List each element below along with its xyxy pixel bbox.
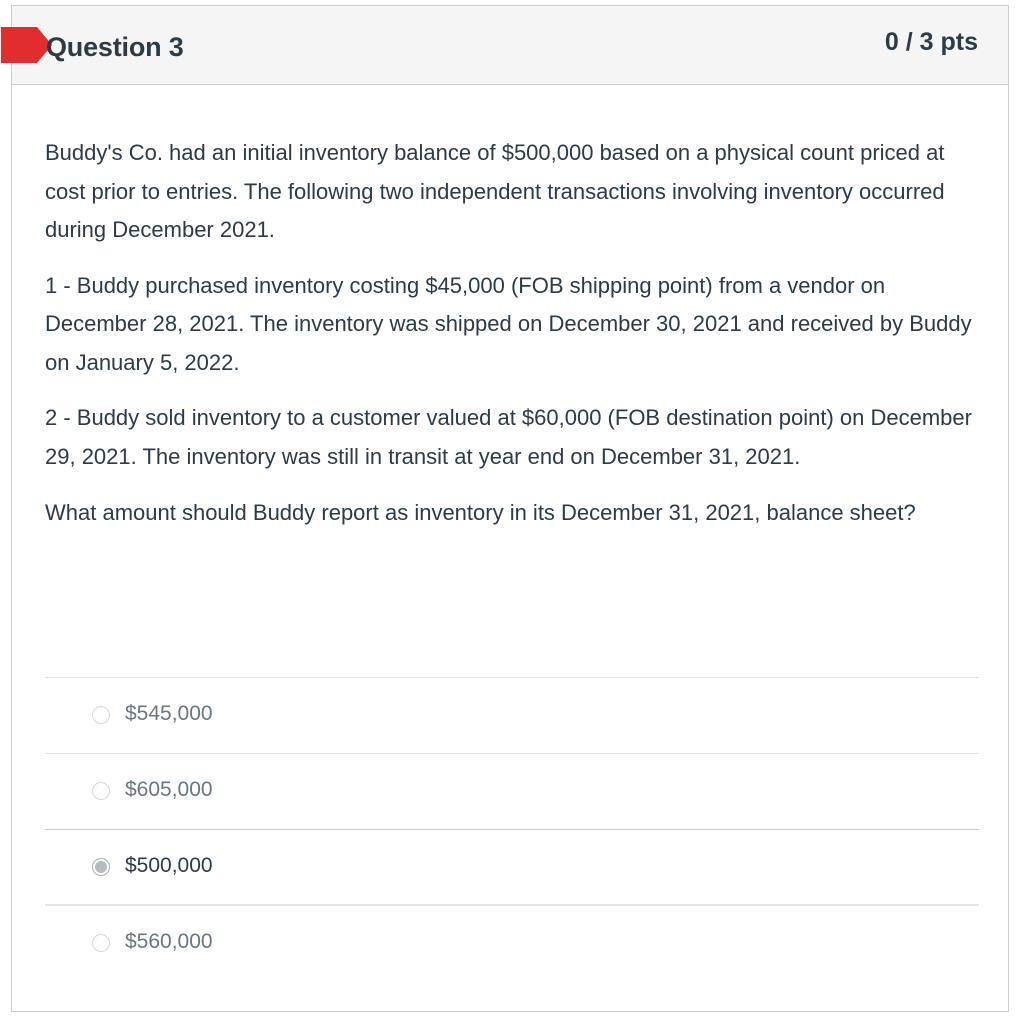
radio-button[interactable] [92,782,110,800]
question-prompt: What amount should Buddy report as inventory in its December 31, 2021, balance sheet? [45,500,916,525]
answer-option-3[interactable] [45,829,979,905]
question-card [11,5,1009,1012]
radio-button[interactable] [92,706,110,724]
question-paragraph-transaction-2: 2 - Buddy sold inventory to a customer valued at $60,000 (FOB destination point) on December 29, 2021. The inventory was still in transit at year end on December 31, 2021. [45,405,972,469]
answer-option-1[interactable] [45,677,979,753]
answer-list [45,677,979,981]
flag-shape [1,27,52,63]
question-paragraph-transaction-1: 1 - Buddy purchased inventory costing $45,000 (FOB shipping point) from a vendor on December 28, 2021. The inventory was shipped on December 30, 2021 and received by Buddy on January 5, 2022. [45,272,972,375]
radio-button[interactable] [92,934,110,952]
question-flag-icon[interactable] [1,27,52,63]
answer-option-4[interactable] [45,905,979,981]
answer-label[interactable]: $560,000 [125,930,213,953]
question-paragraph-intro: Buddy's Co. had an initial inventory balance of $500,000 based on a physical count priced at cost prior to entries. The following two independent transactions involving inventory occurred during December 2021. [45,140,945,242]
answer-label[interactable]: $605,000 [125,778,213,801]
answer-label[interactable]: $545,000 [125,702,213,725]
question-points: 0 / 3 pts [884,28,978,56]
question-text [45,134,985,526]
answer-label[interactable]: $500,000 [125,854,213,877]
radio-button-selected[interactable] [92,858,110,876]
answer-option-2[interactable] [45,753,979,829]
question-header [12,6,1008,85]
question-title: Question 3 [46,32,184,62]
